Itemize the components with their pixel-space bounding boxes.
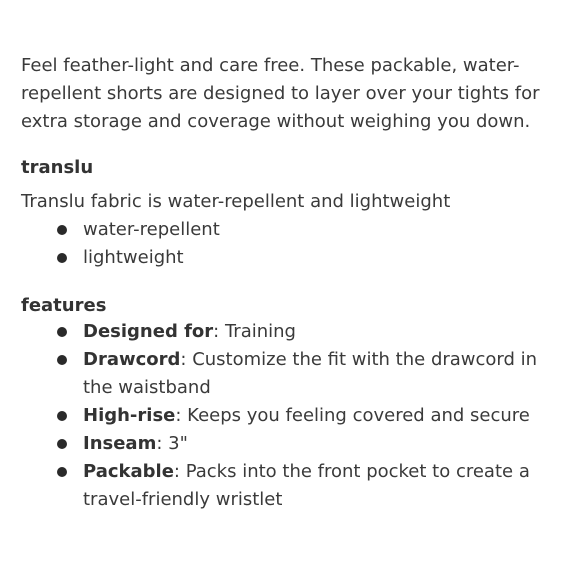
feature-name: Drawcord [83,349,181,370]
features-heading: features [21,295,107,316]
feature-name: High-rise [83,405,176,426]
list-item [55,458,540,514]
feature-text: : Keeps you feeling covered and secure [175,405,530,426]
intro-paragraph: Feel feather-light and care free. These packable, water-repellent shorts are designed to layer over your tights for extra storage and coverage without weighing you down. [21,55,540,132]
feature-text: : 3" [156,433,188,454]
list-item: water-repellent [55,216,540,244]
list-item [55,430,540,458]
features-list [21,318,540,514]
fabric-bullet-list [21,216,540,272]
list-item: lightweight [55,244,540,272]
feature-name: Packable [83,461,174,482]
feature-name: Inseam [83,433,157,454]
list-item [55,346,540,402]
feature-text: : Training [213,321,296,342]
list-item [55,318,540,346]
list-item [55,402,540,430]
feature-name: Designed for [83,321,214,342]
feature-text: : Packs into the front pocket to create a travel-friendly wristlet [83,461,530,510]
fabric-heading: translu [21,157,94,178]
fabric-description: Translu fabric is water-repellent and lightweight [21,191,451,212]
feature-text: : Customize the fit with the drawcord in the waistband [83,349,538,398]
